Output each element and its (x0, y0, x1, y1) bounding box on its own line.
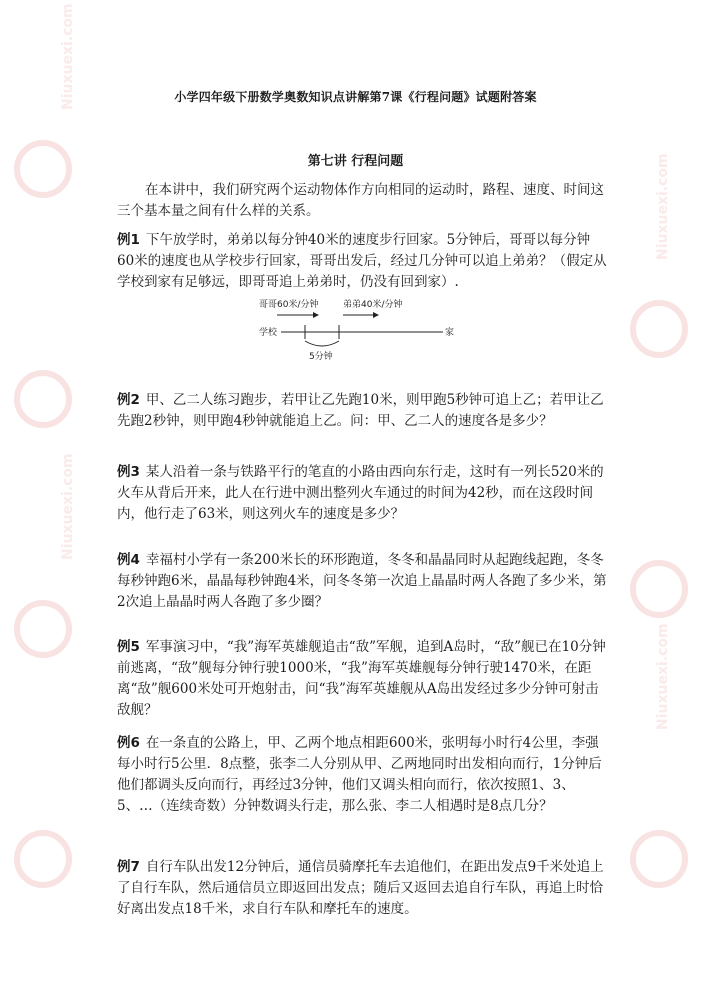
problem-text: 幸福村小学有一条200米长的环形跑道，冬冬和晶晶同时从起跑线起跑，冬冬每秒钟跑6米，晶晶每秒钟跑4米，问冬冬第一次追上晶晶时两人各跑了多少米，第2次追上晶晶时两人各跑了多少圈？ (117, 552, 607, 610)
brother-arrow-head (313, 312, 319, 318)
school-label: 学校 (259, 328, 278, 338)
problem-label: 例7 (117, 859, 140, 875)
lesson-title: 第七讲 行程问题 (307, 154, 404, 169)
problem-7 (117, 857, 607, 920)
home-label: 家 (445, 328, 455, 338)
five-minute-brace (305, 341, 339, 346)
problem-text: 下午放学时，弟弟以每分钟40米的速度步行回家。5分钟后，哥哥以每分钟60米的速度也从学校步行回家，哥哥出发后，经过几分钟可以追上弟弟？（假定从学校到家有足够远，即哥哥追上弟弟时，仍没有回到家）. (117, 232, 607, 290)
problem-label: 例5 (117, 639, 140, 655)
watermark-logo (630, 830, 688, 888)
problem-text: 甲、乙二人练习跑步，若甲让乙先跑10米，则甲跑5秒钟可追上乙；若甲让乙先跑2秒钟，则甲跑4秒钟就能追上乙。问：甲、乙二人的速度各是多少？ (117, 392, 604, 429)
watermark-logo (630, 560, 688, 618)
problem-label: 例3 (117, 464, 140, 480)
watermark-logo (14, 830, 72, 888)
problem-label: 例1 (117, 232, 140, 248)
younger-arrow-head (373, 312, 379, 318)
watermark-logo (630, 300, 688, 358)
problem-4 (117, 550, 607, 613)
watermark-text: Niuxuexi.com (655, 153, 671, 260)
problem-3 (117, 462, 607, 525)
problem-text: 某人沿着一条与铁路平行的笔直的小路由西向东行走，这时有一列长520米的火车从背后开来，此人在行进中测出整列火车通过的时间为42秒，而在这段时间内，他行走了63米，则这列火车的速度是多少？ (117, 464, 604, 522)
chase-diagram (255, 295, 465, 365)
problem-6 (117, 733, 607, 817)
document-title: 小学四年级下册数学奥数知识点讲解第7课《行程问题》试题附答案 (174, 90, 537, 104)
watermark-logo (14, 600, 72, 658)
five-minute-label: 5分钟 (309, 352, 333, 362)
watermark-logo (14, 140, 72, 198)
younger-speed-label: 弟弟40米/分钟 (343, 300, 403, 310)
intro-paragraph: 在本讲中，我们研究两个运动物体作方向相同的运动时，路程、速度、时间这三个基本量之间有什么样的关系。 (117, 182, 604, 219)
problem-text: 在一条直的公路上，甲、乙两个地点相距600米，张明每小时行4公里，李强每小时行5公里．8点整，张李二人分别从甲、乙两地同时出发相向而行，1分钟后他们都调头反向而行，再经过3分钟，他们又调头相向而行，依次按照1、3、5、…（连续奇数）分钟数调头行走，那么张、李二人相遇时是8点几分？ (117, 735, 602, 814)
watermark-text: Niuxuexi.com (60, 3, 76, 110)
problem-label: 例6 (117, 735, 140, 751)
problem-text: 军事演习中，“我”海军英雄舰追击“敌”军舰，追到A岛时，“敌”舰已在10分钟前逃离，“敌”舰每分钟行驶1000米，“我”海军英雄舰每分钟行驶1470米，在距离“敌”舰600米处可开炮射击，问“我”海军英雄舰从A岛出发经过多少分钟可射击敌舰？ (117, 639, 606, 718)
watermark-logo (14, 370, 72, 428)
problem-text: 自行车队出发12分钟后，通信员骑摩托车去追他们，在距出发点9千米处追上了自行车队，然后通信员立即返回出发点；随后又返回去追自行车队，再追上时恰好离出发点18千米，求自行车队和摩托车的速度。 (117, 859, 604, 917)
problem-2 (117, 390, 607, 432)
brother-speed-label: 哥哥60米/分钟 (259, 300, 319, 310)
problem-1 (117, 230, 607, 293)
watermark-text: Niuxuexi.com (655, 623, 671, 730)
watermark-text: Niuxuexi.com (60, 453, 76, 560)
problem-5 (117, 637, 607, 721)
problem-label: 例4 (117, 552, 140, 568)
problem-label: 例2 (117, 392, 140, 408)
